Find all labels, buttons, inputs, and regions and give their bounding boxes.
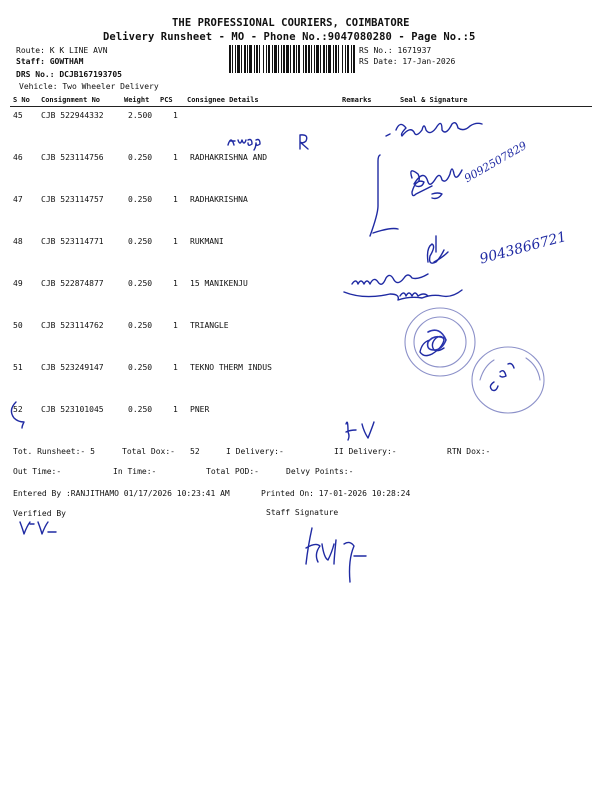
handwritten-phone-1: 9092507829: [462, 139, 530, 186]
signature-row-46: [370, 155, 398, 236]
rs-date: RS Date: 17-Jan-2026: [359, 57, 456, 66]
signature-row-45: [396, 123, 482, 136]
col-header-sno: S No: [13, 96, 30, 104]
verified-by-initials: [20, 522, 56, 534]
signature-row-52: [346, 422, 374, 440]
col-header-pcs: PCS: [160, 96, 173, 104]
total-dox-value: 52: [190, 447, 200, 456]
verified-by-label: Verified By: [13, 509, 66, 518]
in-time-label: In Time:-: [113, 467, 157, 476]
row-pcs: 1: [173, 237, 178, 246]
row-consignee: 15 MANIKENJU: [190, 279, 248, 288]
row-sno: 45: [13, 111, 23, 120]
rs-number: RS No.: 1671937: [359, 46, 432, 55]
entered-by: Entered By :RANJITHAMO 01/17/2026 10:23:41 AM: [13, 489, 230, 498]
i-delivery-label: I Delivery:-: [226, 447, 284, 456]
staff-signature-mark: [306, 528, 366, 582]
row-consignment: CJB 523249147: [41, 363, 104, 372]
row-consignee: TEKNO THERM INDUS: [190, 363, 272, 372]
row-consignee: RADHAKRISHNA AND: [190, 153, 268, 162]
row-consignee: TRIANGLE: [190, 321, 229, 330]
staff-signature-label: Staff Signature: [266, 508, 339, 517]
row-sno: 51: [13, 363, 23, 372]
row-consignment: CJB 523114762: [41, 321, 104, 330]
col-header-weight: Weight: [124, 96, 150, 104]
row-consignee: RADHAKRISHNA: [190, 195, 248, 204]
route-label: Route: K K LINE AVN: [16, 46, 108, 55]
row-pcs: 1: [173, 111, 178, 120]
row-weight: 0.250: [128, 195, 153, 204]
row-sno: 48: [13, 237, 23, 246]
row-sno: 52: [13, 405, 23, 414]
row-sno: 50: [13, 321, 23, 330]
tot-runsheet: Tot. Runsheet:- 5: [13, 447, 95, 456]
row-pcs: 1: [173, 279, 178, 288]
row-weight: 0.250: [128, 237, 153, 246]
company-title: THE PROFESSIONAL COURIERS, COIMBATORE: [172, 17, 410, 29]
ii-delivery-label: II Delivery:-: [334, 447, 397, 456]
row-pcs: 1: [173, 405, 178, 414]
circle-sno-52: [11, 402, 24, 428]
handwritten-phone-2: 9043866721: [478, 228, 569, 268]
row-pcs: 1: [173, 363, 178, 372]
row-pcs: 1: [173, 153, 178, 162]
vehicle-label: Vehicle: Two Wheeler Delivery: [19, 82, 159, 91]
col-header-consignee: Consignee Details: [187, 96, 259, 104]
runsheet-subtitle: Delivery Runsheet - MO - Phone No.:9047080280 - Page No.:5: [103, 31, 476, 43]
row-weight: 0.250: [128, 279, 153, 288]
signature-row-49: [344, 274, 462, 300]
drs-label: DRS No.: DCJB167193705: [16, 70, 122, 79]
rtn-dox-label: RTN Dox:-: [447, 447, 491, 456]
row-weight: 2.500: [128, 111, 153, 120]
row-sno: 46: [13, 153, 23, 162]
col-header-seal-signature: Seal & Signature: [400, 96, 468, 104]
row-consignment: CJB 522874877: [41, 279, 104, 288]
col-header-consignment: Consignment No: [41, 96, 101, 104]
row-sno: 47: [13, 195, 23, 204]
row-sno: 49: [13, 279, 23, 288]
out-time-label: Out Time:-: [13, 467, 62, 476]
row-weight: 0.250: [128, 153, 153, 162]
round-seal-stamp: [466, 342, 550, 418]
row-consignment: CJB 523114771: [41, 237, 104, 246]
row-consignee: PNER: [190, 405, 210, 414]
row-consignment: CJB 522944332: [41, 111, 104, 120]
staff-label: Staff: GOWTHAM: [16, 57, 84, 66]
printed-on: Printed On: 17-01-2026 10:28:24: [261, 489, 411, 498]
row-consignment: CJB 523101045: [41, 405, 104, 414]
delvy-points-label: Delvy Points:-: [286, 467, 354, 476]
row-consignment: CJB 523114757: [41, 195, 104, 204]
row-weight: 0.250: [128, 321, 153, 330]
col-header-remarks: Remarks: [342, 96, 372, 104]
row-weight: 0.250: [128, 405, 153, 414]
total-dox-label: Total Dox:-: [122, 447, 175, 456]
note-row-46: [228, 140, 260, 151]
signature-row-48: [428, 236, 445, 263]
row-pcs: 1: [173, 321, 178, 330]
row-pcs: 1: [173, 195, 178, 204]
total-pod-label: Total POD:-: [206, 467, 259, 476]
row-weight: 0.250: [128, 363, 153, 372]
row-consignee: RUKMANI: [190, 237, 224, 246]
row-consignment: CJB 523114756: [41, 153, 104, 162]
